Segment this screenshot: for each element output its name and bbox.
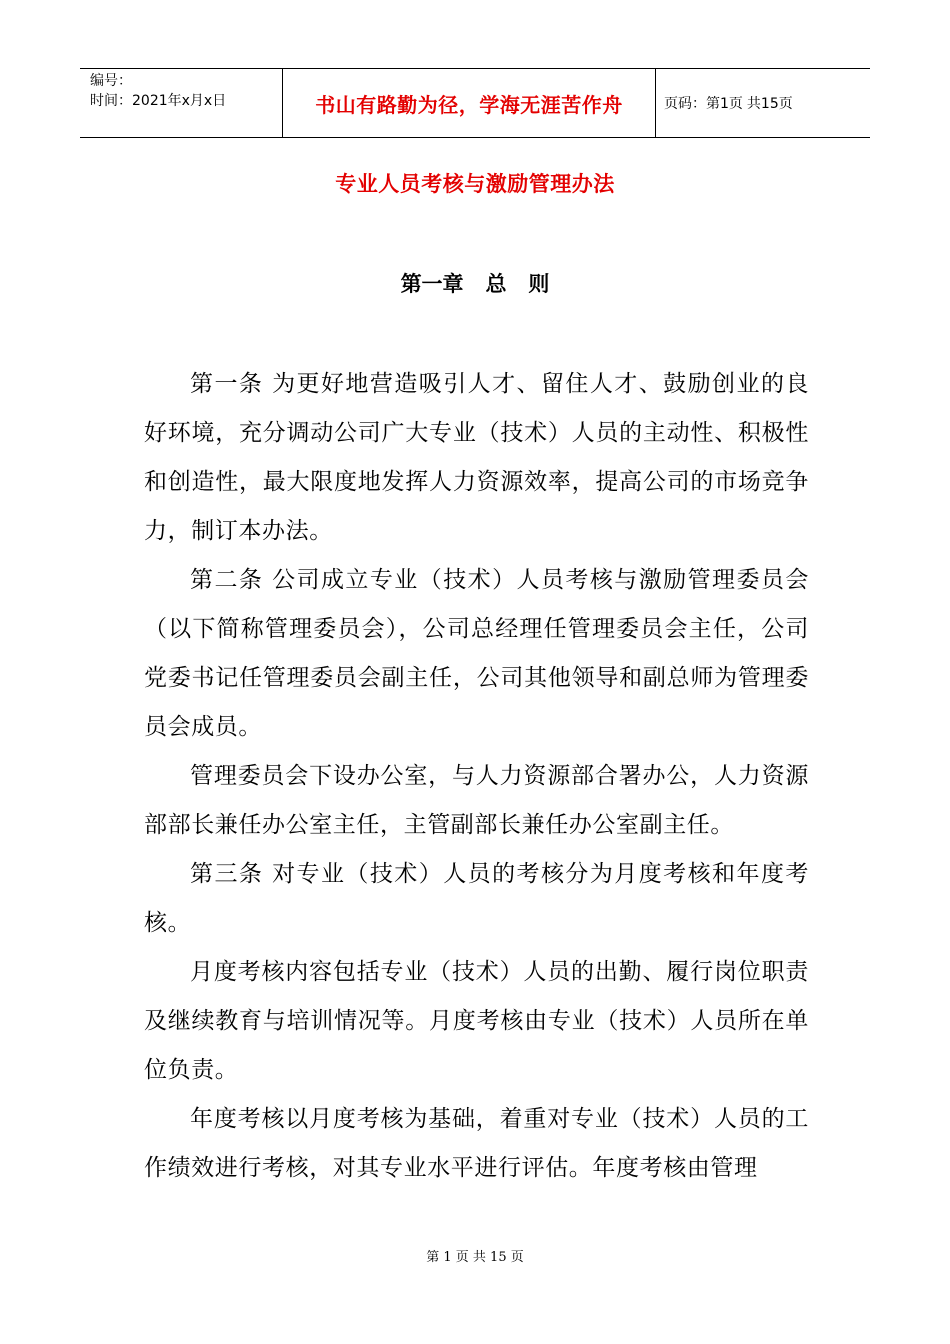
paragraph-text: 月度考核内容包括专业（技术）人员的出勤、履行岗位职责及继续教育与培训情况等。月度考核由专业（技术）人员所在单位负责。	[144, 959, 809, 1083]
paragraph	[144, 752, 809, 850]
paragraph-text: 为更好地营造吸引人才、留住人才、鼓励创业的良好环境，充分调动公司广大专业（技术）人员的主动性、积极性和创造性，最大限度地发挥人力资源效率，提高公司的市场竞争力，制订本办法。	[144, 371, 809, 544]
header-page-info	[656, 69, 870, 137]
doc-date-label: 时间：2021年x月x日	[90, 93, 227, 109]
paragraph-text: 公司成立专业（技术）人员考核与激励管理委员会（以下简称管理委员会），公司总经理任管理委员会主任，公司党委书记任管理委员会副主任，公司其他领导和副总师为管理委员会成员。	[144, 567, 809, 740]
paragraph	[144, 1095, 809, 1193]
page-header	[80, 68, 870, 138]
article-number: 第一条	[190, 371, 264, 397]
document-body	[144, 360, 809, 1193]
header-meta	[80, 69, 282, 137]
paragraph	[144, 556, 809, 752]
article-number: 第三条	[190, 861, 264, 887]
paragraph-text: 年度考核以月度考核为基础，着重对专业（技术）人员的工作绩效进行考核，对其专业水平进行评估。年度考核由管理	[144, 1106, 809, 1181]
paragraph	[144, 948, 809, 1095]
header-page-label: 页码：第1页	[664, 96, 743, 112]
paragraph-text: 管理委员会下设办公室，与人力资源部合署办公，人力资源部部长兼任办公室主任，主管副部长兼任办公室副主任。	[144, 763, 809, 838]
chapter-heading: 第一章 总 则	[400, 272, 550, 296]
paragraph	[144, 360, 809, 556]
document-title: 专业人员考核与激励管理办法	[335, 172, 615, 196]
page-footer: 第 1 页 共 15 页	[426, 1250, 524, 1265]
doc-number-label: 编号：	[90, 73, 132, 89]
article-number: 第二条	[190, 567, 264, 593]
paragraph	[144, 850, 809, 948]
header-total-label: 共15页	[746, 96, 793, 112]
header-motto: 书山有路勤为径，学海无涯苦作舟	[282, 69, 656, 137]
paragraph-text: 对专业（技术）人员的考核分为月度考核和年度考核。	[144, 861, 809, 936]
